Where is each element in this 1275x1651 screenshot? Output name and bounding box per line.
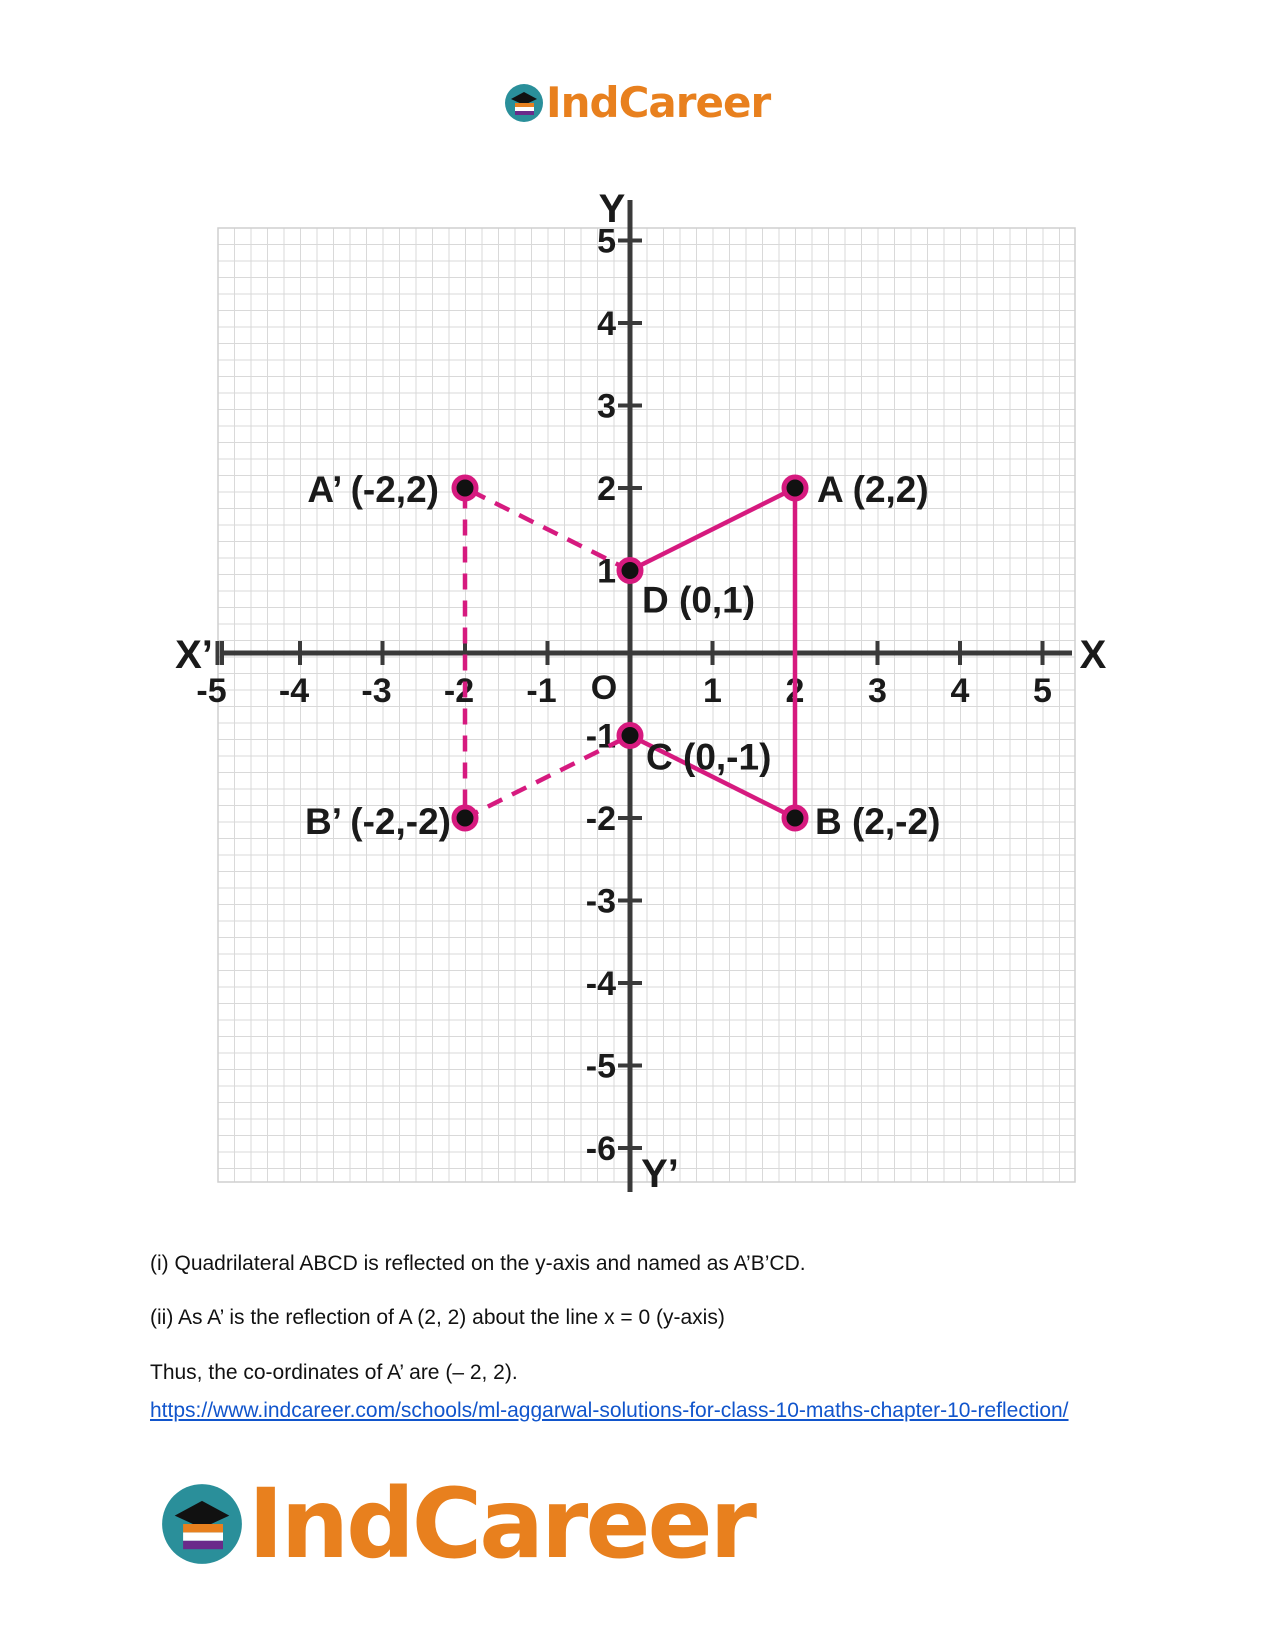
- x-tick-label: 2: [785, 672, 805, 710]
- point-D: [619, 560, 641, 582]
- point-label-D: D (0,1): [642, 579, 756, 621]
- x-tick-label: 1: [703, 672, 722, 710]
- y-tick-label: -2: [585, 800, 616, 838]
- point-B: [784, 807, 806, 829]
- point-label-A: A (2,2): [817, 469, 929, 510]
- explanation-line-1: (i) Quadrilateral ABCD is reflected on the y-axis and named as A’B’CD.: [150, 1252, 806, 1275]
- x-neg-axis-name: X’: [175, 633, 213, 677]
- x-tick-label: 4: [950, 672, 970, 710]
- y-tick-label: 3: [597, 387, 616, 426]
- point-C: [619, 725, 641, 747]
- explanation-line-2: (ii) As A’ is the reflection of A (2, 2) about the line x = 0 (y-axis): [150, 1306, 725, 1329]
- indcareer-logo-bottom: [160, 1468, 754, 1580]
- y-tick-label: 1: [597, 552, 616, 591]
- grid: [218, 228, 1075, 1182]
- y-tick-label: -5: [585, 1047, 616, 1086]
- y-axis-name: Y: [598, 187, 626, 231]
- x-tick-label: -1: [526, 672, 557, 710]
- y-tick-label: 4: [597, 305, 616, 343]
- source-link[interactable]: https://www.indcareer.com/schools/ml-aggarwal-solutions-for-class-10-maths-chapter-10-reflection/: [150, 1399, 1069, 1422]
- x-axis-name: X: [1079, 633, 1107, 677]
- x-tick-label: 3: [868, 672, 887, 710]
- point-label-C: C (0,-1): [646, 736, 772, 778]
- explanation-line-3: Thus, the co-ordinates of A’ are (– 2, 2).: [150, 1361, 518, 1384]
- y-tick-label: -3: [585, 882, 616, 921]
- x-tick-label: -4: [278, 672, 310, 710]
- y-tick-label: -1: [585, 717, 616, 756]
- brand-name: IndCareer: [546, 78, 771, 127]
- point-B1: [454, 807, 476, 829]
- point-A: [784, 477, 806, 499]
- ticks: [196, 223, 1052, 1169]
- y-tick-label: 2: [597, 470, 616, 508]
- origin-label: O: [590, 669, 618, 707]
- x-tick-label: -3: [361, 672, 392, 710]
- point-label-B: B (2,-2): [815, 801, 941, 842]
- x-tick-label: 5: [1033, 672, 1052, 710]
- brand-name: IndCareer: [248, 1468, 754, 1580]
- point-label-A1: A’ (-2,2): [307, 469, 439, 510]
- y-tick-label: -4: [585, 965, 616, 1003]
- point-label-B1: B’ (-2,-2): [305, 801, 451, 842]
- graduation-book-icon: [160, 1482, 244, 1566]
- x-tick-label: -5: [196, 672, 227, 710]
- point-A1: [454, 477, 476, 499]
- y-neg-axis-name: Y’: [641, 1152, 679, 1196]
- y-tick-label: -6: [585, 1130, 616, 1168]
- y-tick-label: 5: [597, 222, 616, 261]
- x-tick-label: -2: [443, 672, 475, 710]
